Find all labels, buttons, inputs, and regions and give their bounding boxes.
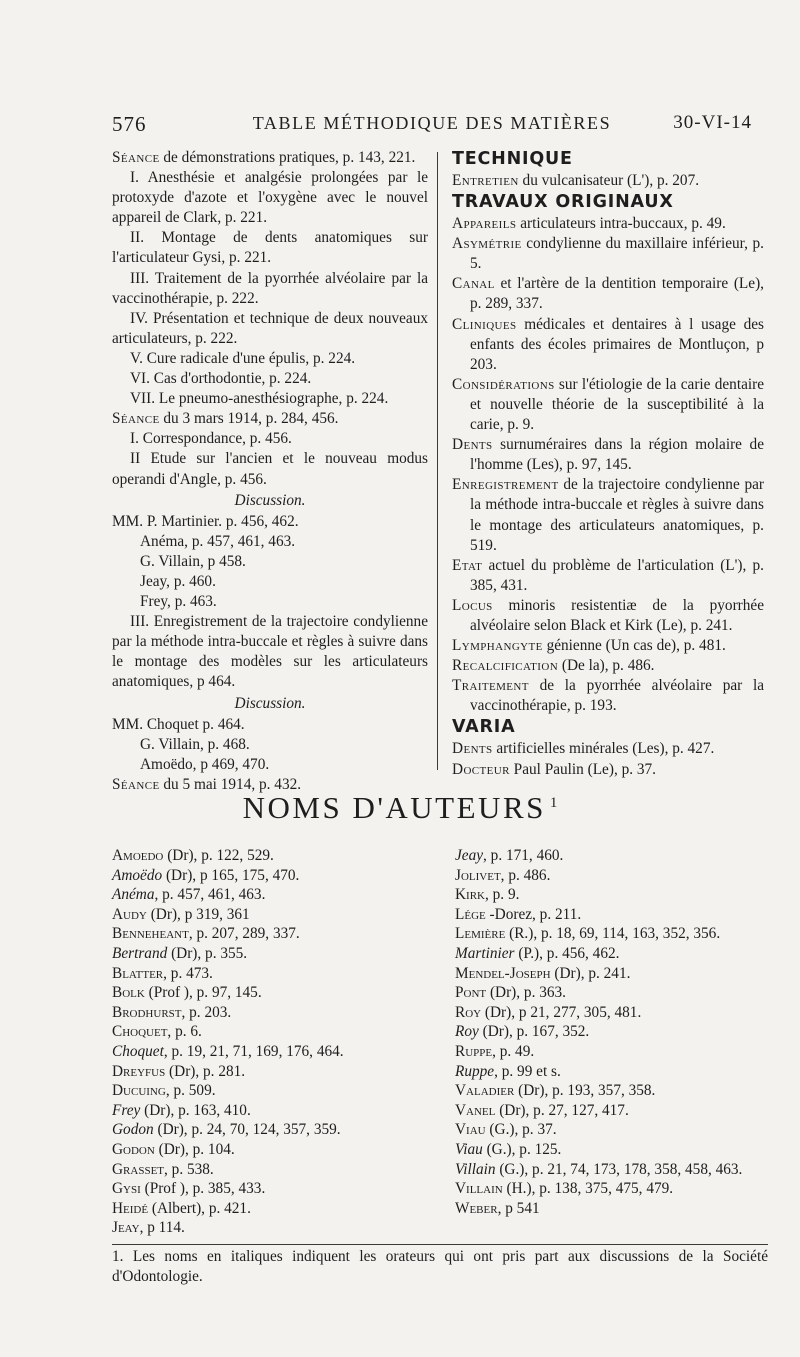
author-name: Valadier xyxy=(455,1082,515,1100)
author-name: Villain xyxy=(455,1180,503,1198)
author-entry xyxy=(112,1218,430,1238)
discussion-speaker: G. Villain, p 458. xyxy=(140,552,246,570)
author-pages: (Dr), p 21, 277, 305, 481. xyxy=(481,1003,642,1021)
author-name: Jolivet xyxy=(455,866,501,884)
index-entry: Lymphangyte génienne (Un cas de), p. 481. xyxy=(452,637,726,655)
discussion-speaker: Jeay, p. 460. xyxy=(140,572,216,590)
author-entry xyxy=(112,983,430,1003)
author-entry xyxy=(112,1022,430,1042)
author-name: Jeay xyxy=(455,847,484,864)
author-name: Audy xyxy=(112,905,147,923)
index-entry: Considérations sur l'étiologie de la carie dentaire et nouvelle théorie de la susceptibilité à la carie, p. 9. xyxy=(452,375,764,434)
index-entry: Docteur Paul Paulin (Le), p. 37. xyxy=(452,760,657,778)
author-entry xyxy=(455,1160,765,1180)
author-pages: , p. 457, 461, 463. xyxy=(154,886,266,904)
column-divider xyxy=(437,152,438,770)
author-pages: (Prof ), p. 97, 145. xyxy=(144,984,262,1002)
author-entry xyxy=(112,1042,430,1062)
author-pages: (Dr), p. 163, 410. xyxy=(140,1101,251,1119)
author-name: Pont xyxy=(455,984,487,1002)
author-name: Ruppe xyxy=(455,1042,493,1060)
agenda-item: I. Correspondance, p. 456. xyxy=(130,430,292,448)
author-entry xyxy=(455,944,765,964)
author-entry xyxy=(112,1003,430,1023)
author-entry xyxy=(455,1042,765,1062)
author-pages: (Dr), p. 122, 529. xyxy=(163,847,274,864)
discussion-label: Discussion. xyxy=(234,694,306,712)
author-entry xyxy=(112,944,430,964)
agenda-item: III. Traitement de la pyorrhée alvéolaire par la vaccinothérapie, p. 222. xyxy=(112,269,428,307)
author-entry xyxy=(455,1022,765,1042)
author-pages: , p. 171, 460. xyxy=(483,847,564,864)
index-entry: Asymétrie condylienne du maxillaire inférieur, p. 5. xyxy=(452,235,764,273)
author-name: Ducuing xyxy=(112,1082,166,1100)
author-name: Villain xyxy=(455,1160,496,1178)
author-entry xyxy=(112,1062,430,1082)
author-name: Brodhurst xyxy=(112,1003,182,1021)
author-name: Mendel-Joseph xyxy=(455,964,551,982)
agenda-item: V. Cure radicale d'une épulis, p. 224. xyxy=(130,349,356,367)
author-pages: , p. 473. xyxy=(163,964,213,982)
author-pages: (Dr), p. 241. xyxy=(550,964,631,982)
author-pages: , p. 538. xyxy=(164,1160,214,1178)
discussion-speaker: Frey, p. 463. xyxy=(140,593,217,611)
index-entry: Locus minoris resistentiæ de la pyorrhée alvéolaire selon Black et Kirk (Le), p. 241. xyxy=(452,596,764,634)
index-entry: Enregistrement de la trajectoire condylienne par la méthode intra-buccale et règles à suivre dans le montage des articulateurs anatomiques, p. 519. xyxy=(452,476,764,554)
author-pages: , p. 49. xyxy=(492,1042,535,1060)
header-date: 30-VI-14 xyxy=(673,112,752,133)
author-entry xyxy=(455,1179,765,1199)
footnote: 1. Les noms en italiques indiquent les orateurs qui ont pris part aux discussions de la Société d'Odontologie. xyxy=(112,1248,768,1285)
author-pages: (Dr), p. 193, 357, 358. xyxy=(514,1082,656,1100)
author-name: Ruppe xyxy=(455,1062,495,1080)
author-name: Weber xyxy=(455,1199,498,1217)
running-header xyxy=(112,112,752,142)
author-name: Roy xyxy=(455,1023,479,1041)
index-entry: Entretien du vulcanisateur (L'), p. 207. xyxy=(452,172,700,189)
authors-left-column xyxy=(112,846,430,1238)
author-entry xyxy=(455,1140,765,1160)
author-pages: (Dr), p. 24, 70, 124, 357, 359. xyxy=(153,1121,341,1139)
index-entry: Traitement de la pyorrhée alvéolaire par la vaccinothérapie, p. 193. xyxy=(452,677,764,715)
author-name: Choquet xyxy=(112,1042,164,1060)
author-pages: , p. 6. xyxy=(167,1023,202,1041)
author-entry xyxy=(112,964,430,984)
index-entry: Cliniques médicales et dentaires à l usage des enfants des écoles primaires de Montluçon, p 203. xyxy=(452,315,764,373)
index-entry: Dents artificielles minérales (Les), p. 427. xyxy=(452,740,715,758)
author-name: Vanel xyxy=(455,1101,496,1119)
index-entry: Appareils articulateurs intra-buccaux, p. 49. xyxy=(452,215,726,233)
seance-entry: Séance du 5 mai 1914, p. 432. xyxy=(112,775,302,793)
author-name: Anéma xyxy=(112,886,155,904)
author-pages: (H.), p. 138, 375, 475, 479. xyxy=(502,1180,674,1198)
author-pages: (Dr), p. 167, 352. xyxy=(478,1023,590,1041)
section-heading-varia: VARIA xyxy=(452,717,516,738)
author-pages: , p. 19, 21, 71, 169, 176, 464. xyxy=(163,1042,344,1060)
author-pages: (Dr), p 165, 175, 470. xyxy=(162,866,300,884)
author-entry xyxy=(455,846,765,866)
author-pages: , p. 99 et s. xyxy=(494,1062,561,1080)
index-entry: Canal et l'artère de la dentition temporaire (Le), p. 289, 337. xyxy=(452,275,764,313)
author-pages: (Dr), p. 355. xyxy=(167,944,248,962)
author-entry xyxy=(455,1101,765,1121)
author-name: Frey xyxy=(112,1101,141,1119)
author-entry xyxy=(112,1140,430,1160)
author-entry xyxy=(455,1120,765,1140)
author-pages: , p. 486. xyxy=(500,866,551,884)
author-pages: , p. 509. xyxy=(165,1082,216,1100)
author-entry xyxy=(112,905,430,925)
author-name: Heidé xyxy=(112,1199,149,1217)
footnote-rule xyxy=(112,1244,768,1245)
author-pages: (G.), p. 21, 74, 173, 178, 358, 458, 463. xyxy=(495,1160,743,1178)
author-entry xyxy=(112,1160,430,1180)
author-pages: (Dr), p. 104. xyxy=(154,1140,235,1158)
right-index-column xyxy=(452,148,764,780)
discussion-speaker: MM. P. Martinier. p. 456, 462. xyxy=(112,512,299,530)
author-pages: -Dorez, p. 211. xyxy=(485,905,582,923)
author-pages: , p 541 xyxy=(497,1199,540,1217)
author-pages: , p. 203. xyxy=(181,1003,232,1021)
author-pages: (Dr), p. 363. xyxy=(486,984,566,1002)
author-entry xyxy=(112,885,430,905)
author-name: Dreyfus xyxy=(112,1062,166,1080)
author-pages: (R.), p. 18, 69, 114, 163, 352, 356. xyxy=(505,925,721,943)
author-name: Lége xyxy=(455,905,486,923)
author-pages: , p. 9. xyxy=(485,886,520,904)
index-entry: Dents surnuméraires dans la région molaire de l'homme (Les), p. 97, 145. xyxy=(452,436,764,474)
discussion-speaker: Amoëdo, p 469, 470. xyxy=(140,755,270,773)
author-name: Godon xyxy=(112,1140,155,1158)
author-entry xyxy=(112,924,430,944)
author-pages: (Albert), p. 421. xyxy=(148,1199,251,1217)
author-name: Kirk xyxy=(455,886,485,904)
author-name: Martinier xyxy=(455,944,515,962)
index-entry: Recalcification (De la), p. 486. xyxy=(452,657,655,675)
author-entry xyxy=(455,964,765,984)
author-name: Amoedo xyxy=(112,847,164,864)
author-pages: (G.), p. 37. xyxy=(485,1121,557,1139)
author-name: Blatter xyxy=(112,964,164,982)
agenda-item: III. Enregistrement de la trajectoire condylienne par la méthode intra-buccale et règles à suivre dans le montage des modèles sur les articulateurs anatomiques, p 464. xyxy=(112,613,428,691)
author-name: Godon xyxy=(112,1121,154,1139)
author-pages: , p 114. xyxy=(139,1219,185,1237)
header-title: TABLE MÉTHODIQUE DES MATIÈRES xyxy=(252,113,612,133)
author-name: Bertrand xyxy=(112,944,168,962)
author-entry xyxy=(112,1199,430,1219)
author-name: Roy xyxy=(455,1003,482,1021)
author-name: Jeay xyxy=(112,1219,140,1237)
author-entry xyxy=(455,1003,765,1023)
agenda-item: I. Anesthésie et analgésie prolongées par le protoxyde d'azote et l'oxygène avec le nouvel appareil de Clark, p. 221. xyxy=(112,169,428,227)
section-heading-technique: TECHNIQUE xyxy=(452,149,573,169)
footnote-mark: 1 xyxy=(549,794,558,811)
author-name: Gysi xyxy=(112,1180,141,1198)
author-entry xyxy=(112,1120,430,1140)
author-name: Viau xyxy=(455,1121,486,1139)
author-entry xyxy=(112,1101,430,1121)
index-entry: Etat actuel du problème de l'articulation (L'), p. 385, 431. xyxy=(452,556,764,594)
discussion-speaker: MM. Choquet p. 464. xyxy=(112,715,245,733)
agenda-item: VII. Le pneumo-anesthésiographe, p. 224. xyxy=(130,390,389,408)
author-entry xyxy=(455,866,765,886)
section-heading-travaux: TRAVAUX ORIGINAUX xyxy=(452,192,674,213)
discussion-speaker: G. Villain, p. 468. xyxy=(140,735,250,753)
author-entry xyxy=(112,1081,430,1101)
author-entry xyxy=(455,1081,765,1101)
agenda-item: II. Montage de dents anatomiques sur l'articulateur Gysi, p. 221. xyxy=(112,229,428,267)
author-name: Benneheant xyxy=(112,925,189,943)
author-pages: (G.), p. 125. xyxy=(482,1140,562,1158)
agenda-item: IV. Présentation et technique de deux nouveaux articulateurs, p. 222. xyxy=(112,309,428,347)
seance-entry: Séance du 3 mars 1914, p. 284, 456. xyxy=(112,410,339,428)
page-number: 576 xyxy=(112,112,147,136)
author-entry xyxy=(455,983,765,1003)
left-index-column xyxy=(112,148,428,795)
author-entry xyxy=(455,885,765,905)
authors-right-column xyxy=(455,846,765,1218)
author-pages: (P.), p. 456, 462. xyxy=(514,944,620,962)
author-name: Lemière xyxy=(455,925,506,943)
discussion-label: Discussion. xyxy=(234,491,306,509)
author-entry xyxy=(112,866,430,886)
author-name: Viau xyxy=(455,1140,483,1158)
author-pages: (Dr), p 319, 361 xyxy=(146,905,250,923)
author-pages: , p. 207, 289, 337. xyxy=(188,925,300,943)
agenda-item: II Etude sur l'ancien et le nouveau modus operandi d'Angle, p. 456. xyxy=(112,450,428,488)
author-pages: (Prof ), p. 385, 433. xyxy=(140,1180,266,1198)
seance-entry: Séance de démonstrations pratiques, p. 143, 221. xyxy=(112,149,416,166)
author-pages: (Dr), p. 281. xyxy=(165,1062,246,1080)
author-pages: (Dr), p. 27, 127, 417. xyxy=(495,1101,629,1119)
author-name: Choquet xyxy=(112,1023,168,1041)
author-entry xyxy=(455,924,765,944)
author-name: Grasset xyxy=(112,1160,165,1178)
author-entry xyxy=(455,1199,765,1219)
author-entry xyxy=(455,905,765,925)
author-name: Amoëdo xyxy=(112,866,163,884)
author-entry xyxy=(455,1062,765,1082)
author-name: Bolk xyxy=(112,984,145,1002)
author-entry xyxy=(112,1179,430,1199)
agenda-item: VI. Cas d'orthodontie, p. 224. xyxy=(130,370,312,388)
author-entry xyxy=(112,846,430,866)
discussion-speaker: Anéma, p. 457, 461, 463. xyxy=(140,532,296,550)
authors-heading: NOMS D'AUTEURS $^1$ xyxy=(242,790,558,825)
